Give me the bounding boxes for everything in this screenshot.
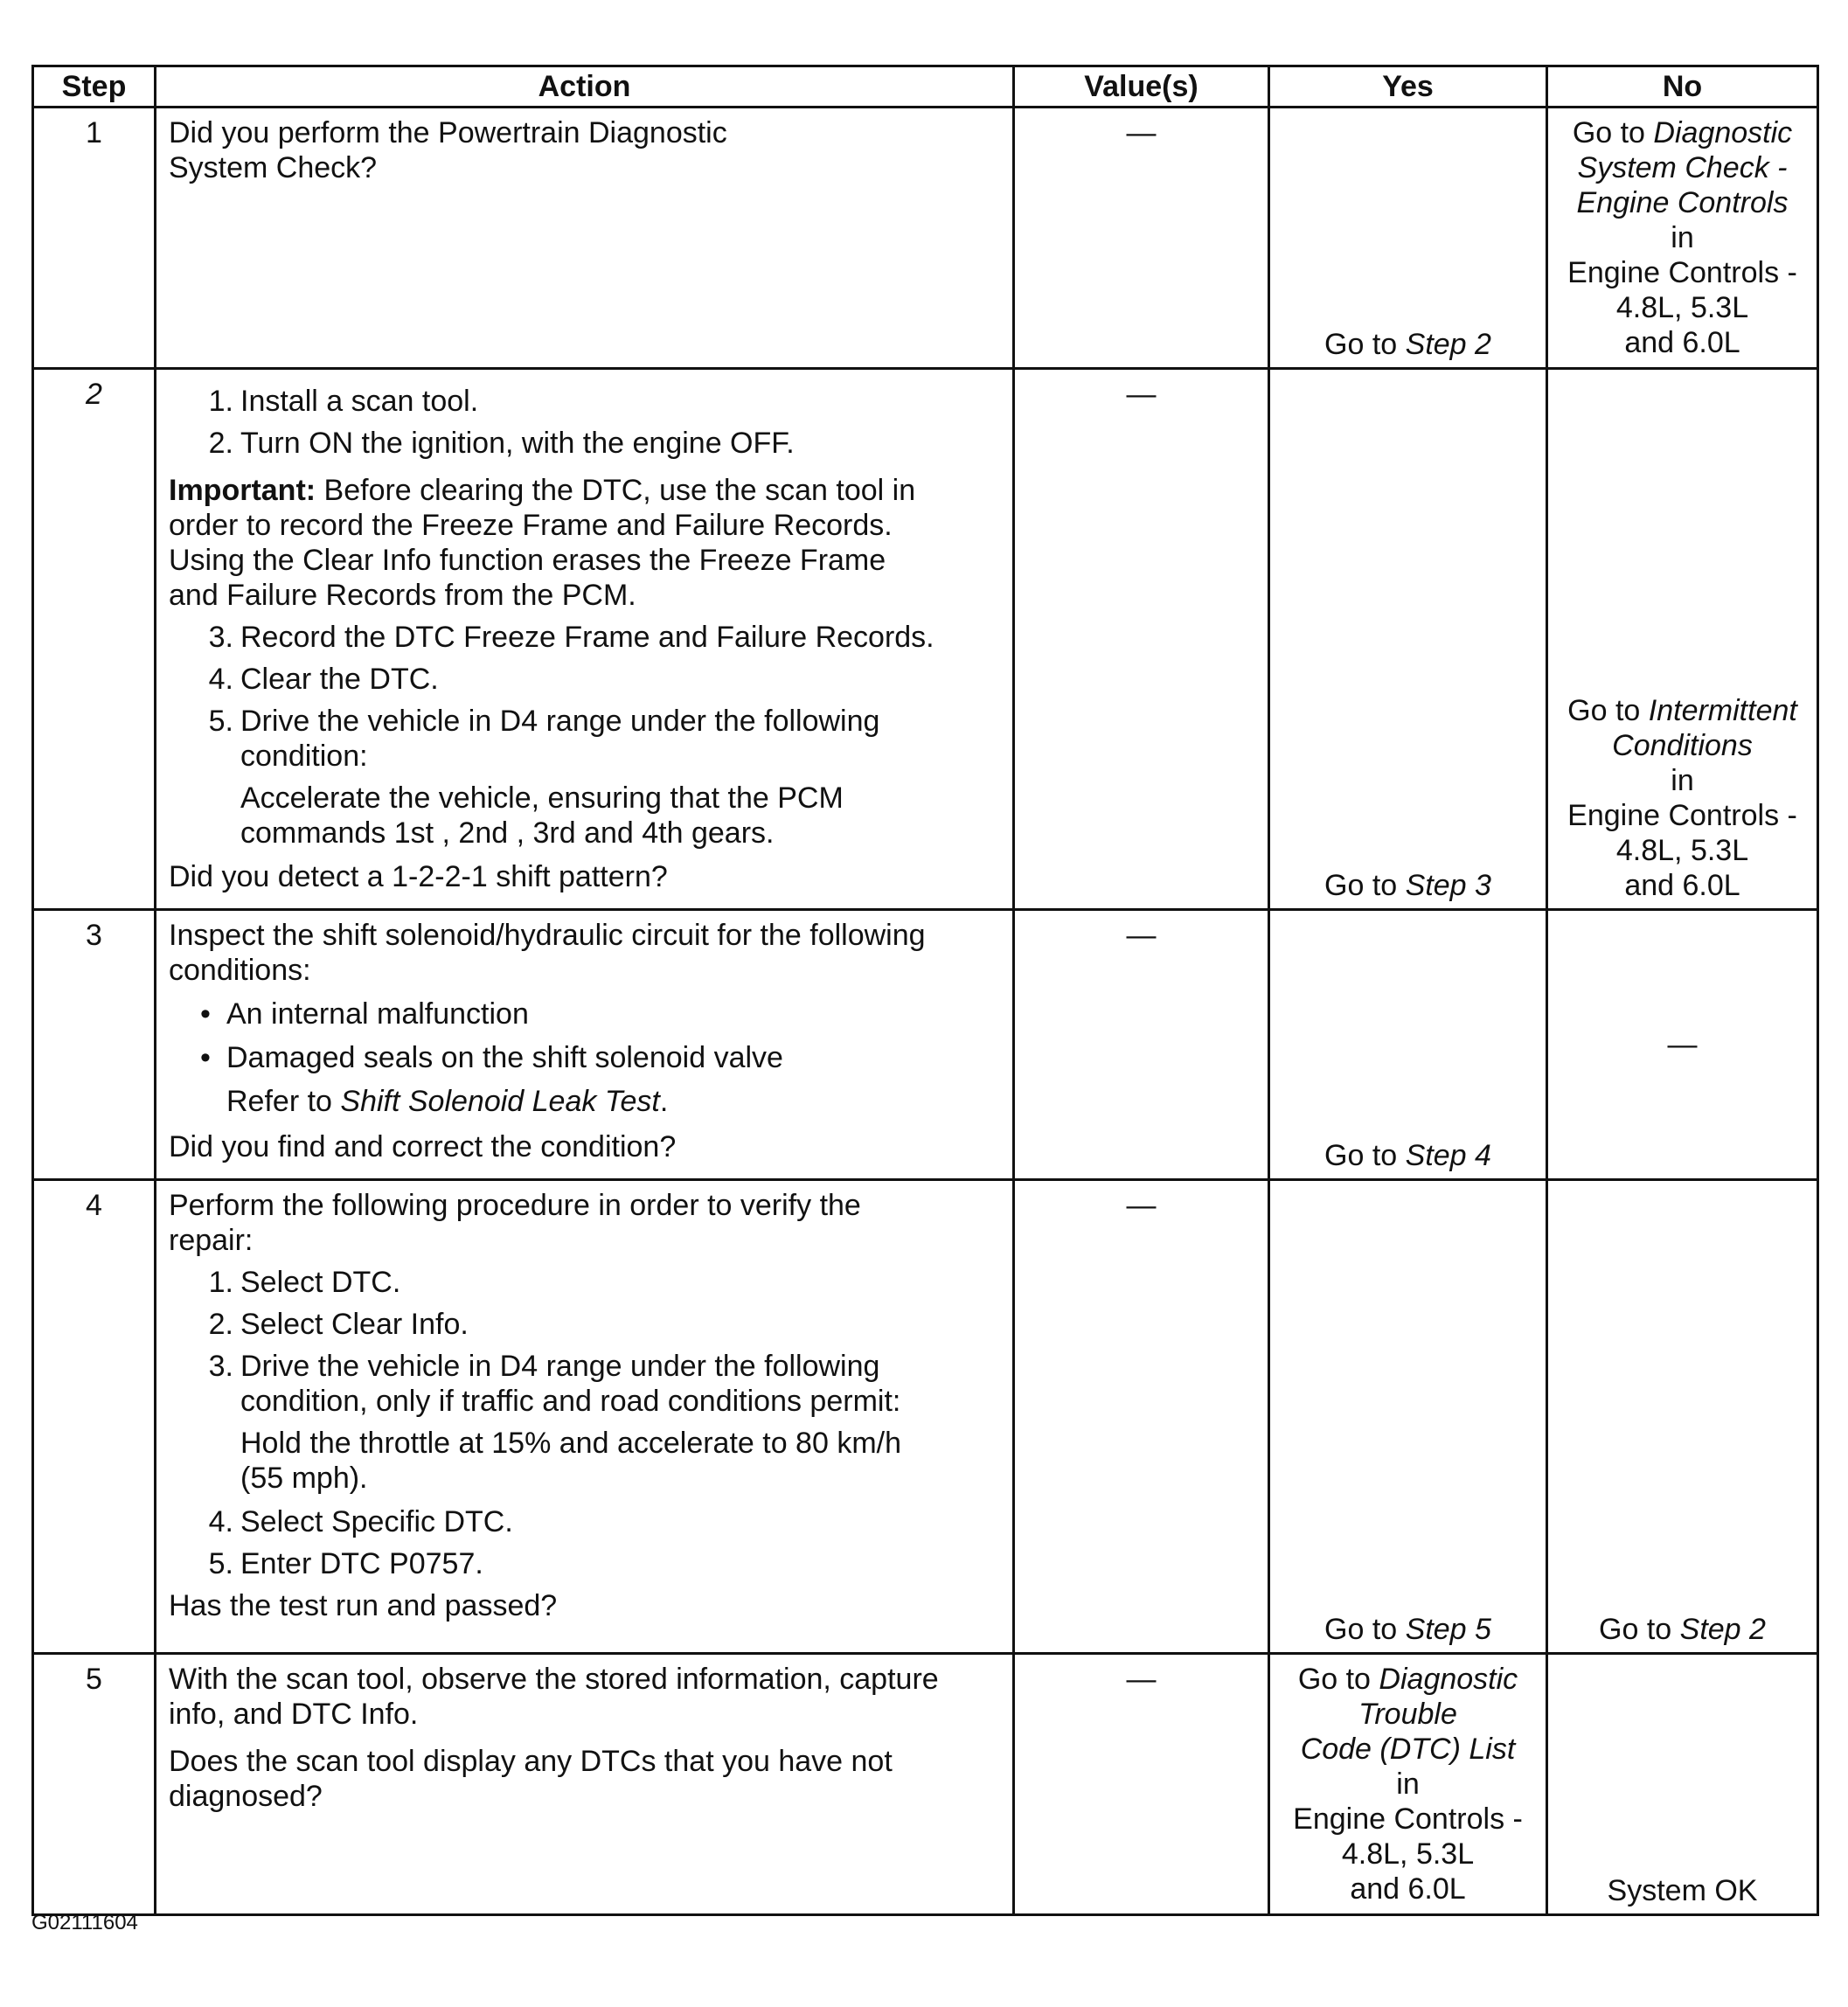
intro-text: Inspect the shift solenoid/hydraulic circuit for the following conditions: (169, 919, 926, 987)
header-values: Value(s) (1014, 66, 1269, 108)
figure-id: G02111604 (31, 1911, 138, 1934)
yes-link[interactable]: Step 5 (1405, 1613, 1491, 1646)
table-row-step-2 (33, 369, 1818, 910)
list-number: 4. (208, 663, 233, 696)
list-number: 5. (208, 1547, 233, 1580)
bullet-icon: • (200, 997, 211, 1031)
value-cell: — (1014, 369, 1269, 910)
bullet-text: Damaged seals on the shift solenoid valve (226, 1041, 783, 1074)
yes-text (1270, 868, 1546, 903)
action-text: Did you perform the Powertrain Diagnostic System Check? (169, 116, 727, 184)
list-text: Turn ON the ignition, with the engine OFF. (240, 427, 795, 460)
list-number: 4. (208, 1505, 233, 1538)
list-text: Select Clear Info. (240, 1308, 469, 1341)
yes-text (1270, 327, 1546, 362)
no-link[interactable]: Diagnostic System Check - Engine Controls (1576, 116, 1793, 219)
yes-prefix: Go to (1324, 1139, 1406, 1172)
yes-cell (1269, 108, 1547, 369)
value-cell: — (1014, 108, 1269, 369)
bullet-item (169, 997, 1000, 1031)
list-text: Record the DTC Freeze Frame and Failure Records. (240, 621, 934, 654)
no-text (1560, 115, 1804, 360)
list-item (169, 426, 1000, 461)
diagnostic-table (31, 65, 1819, 1916)
list-item (169, 384, 1000, 419)
header-step: Step (33, 66, 156, 108)
no-suffix: in Engine Controls - 4.8L, 5.3L and 6.0L (1567, 764, 1797, 902)
header-action: Action (156, 66, 1014, 108)
no-cell (1547, 369, 1818, 910)
value-cell: — (1014, 910, 1269, 1180)
yes-cell (1269, 1180, 1547, 1654)
refer-suffix: . (659, 1085, 669, 1118)
refer-text (169, 1084, 1000, 1119)
list-item (169, 620, 1000, 655)
action-cell (156, 369, 1014, 910)
action-cell (156, 910, 1014, 1180)
no-link[interactable]: Step 2 (1679, 1613, 1766, 1646)
list-number: 1. (208, 1266, 233, 1299)
important-label: Important: (169, 474, 316, 507)
header-no: No (1547, 66, 1818, 108)
sub-text: Hold the throttle at 15% and accelerate to 80 km/h (55 mph). (240, 1427, 902, 1495)
action-cell (156, 1180, 1014, 1654)
yes-link[interactable]: Step 3 (1405, 869, 1491, 902)
question-text: Did you detect a 1-2-2-1 shift pattern? (169, 860, 668, 893)
list-number: 1. (208, 385, 233, 418)
bullet-item (169, 1040, 1000, 1075)
yes-prefix: Go to (1324, 1613, 1406, 1646)
yes-text (1282, 1662, 1533, 1906)
list-text: Drive the vehicle in D4 range under the following condition: (240, 705, 880, 773)
refer-prefix: Refer to (226, 1085, 341, 1118)
no-text (1548, 693, 1817, 903)
no-suffix: in Engine Controls - 4.8L, 5.3L and 6.0L (1567, 221, 1797, 359)
yes-cell (1269, 910, 1547, 1180)
list-item (169, 1546, 1000, 1581)
step-number-text: 2 (86, 378, 102, 411)
yes-link[interactable]: Diagnostic Trouble Code (DTC) List (1300, 1663, 1518, 1766)
para-text: With the scan tool, observe the stored information, capture info, and DTC Info. (169, 1663, 939, 1731)
step-number: 3 (33, 910, 156, 1180)
no-cell (1547, 1180, 1818, 1654)
list-item (169, 1349, 1000, 1419)
list-text: Install a scan tool. (240, 385, 479, 418)
table-row-step-3 (33, 910, 1818, 1180)
step-number: 1 (33, 108, 156, 369)
list-text: Enter DTC P0757. (240, 1547, 483, 1580)
step-number (33, 369, 156, 910)
list-number: 3. (208, 1350, 233, 1383)
refer-link[interactable]: Shift Solenoid Leak Test (340, 1085, 660, 1118)
yes-suffix: in Engine Controls - 4.8L, 5.3L and 6.0L (1293, 1767, 1523, 1906)
list-number: 2. (208, 1308, 233, 1341)
yes-prefix: Go to (1297, 1663, 1379, 1696)
yes-cell (1269, 1654, 1547, 1915)
list-item (169, 1504, 1000, 1539)
list-number: 5. (208, 705, 233, 738)
list-item (169, 1307, 1000, 1342)
intro-text: Perform the following procedure in order to verify the repair: (169, 1189, 861, 1257)
table-row-step-1 (33, 108, 1818, 369)
list-text: Clear the DTC. (240, 663, 439, 696)
header-yes: Yes (1269, 66, 1547, 108)
step-number: 4 (33, 1180, 156, 1654)
no-prefix: Go to (1572, 116, 1654, 149)
yes-link[interactable]: Step 4 (1405, 1139, 1491, 1172)
no-link[interactable]: Intermittent Conditions (1612, 694, 1797, 762)
bullet-icon: • (200, 1041, 211, 1074)
header-row (33, 66, 1818, 108)
sub-text: Accelerate the vehicle, ensuring that the PCM commands 1st , 2nd , 3rd and 4th gears. (240, 781, 844, 850)
yes-cell (1269, 369, 1547, 910)
value-cell: — (1014, 1180, 1269, 1654)
no-prefix: Go to (1599, 1613, 1680, 1646)
table-row-step-5 (33, 1654, 1818, 1915)
list-text: Drive the vehicle in D4 range under the following condition, only if traffic and road conditions permit: (240, 1350, 901, 1418)
yes-prefix: Go to (1324, 328, 1406, 361)
table-row-step-4 (33, 1180, 1818, 1654)
list-text: Select Specific DTC. (240, 1505, 513, 1538)
list-text: Select DTC. (240, 1266, 401, 1299)
no-cell (1547, 108, 1818, 369)
no-cell (1547, 1654, 1818, 1915)
list-item (169, 662, 1000, 697)
question-text: Does the scan tool display any DTCs that you have not diagnosed? (169, 1745, 893, 1813)
yes-text (1270, 1138, 1546, 1173)
no-prefix: Go to (1567, 694, 1649, 727)
yes-prefix: Go to (1324, 869, 1406, 902)
action-cell (156, 108, 1014, 369)
important-text: Before clearing the DTC, use the scan tool in order to record the Freeze Frame and Failure Records. Using the Clear Info function erases the Freeze Frame and Failure Records from the PCM. (169, 474, 916, 612)
yes-link[interactable]: Step 2 (1405, 328, 1491, 361)
action-cell (156, 1654, 1014, 1915)
step-number: 5 (33, 1654, 156, 1915)
yes-text (1270, 1612, 1546, 1647)
question-text: Has the test run and passed? (169, 1589, 558, 1622)
important-note (169, 473, 1000, 613)
question-text: Did you find and correct the condition? (169, 1130, 677, 1163)
list-item (169, 1265, 1000, 1300)
no-text (1548, 1612, 1817, 1647)
list-number: 3. (208, 621, 233, 654)
list-item (169, 704, 1000, 774)
no-cell: — (1547, 910, 1818, 1180)
list-number: 2. (208, 427, 233, 460)
bullet-text: An internal malfunction (226, 997, 529, 1031)
no-text: System OK (1607, 1874, 1758, 1907)
value-cell: — (1014, 1654, 1269, 1915)
